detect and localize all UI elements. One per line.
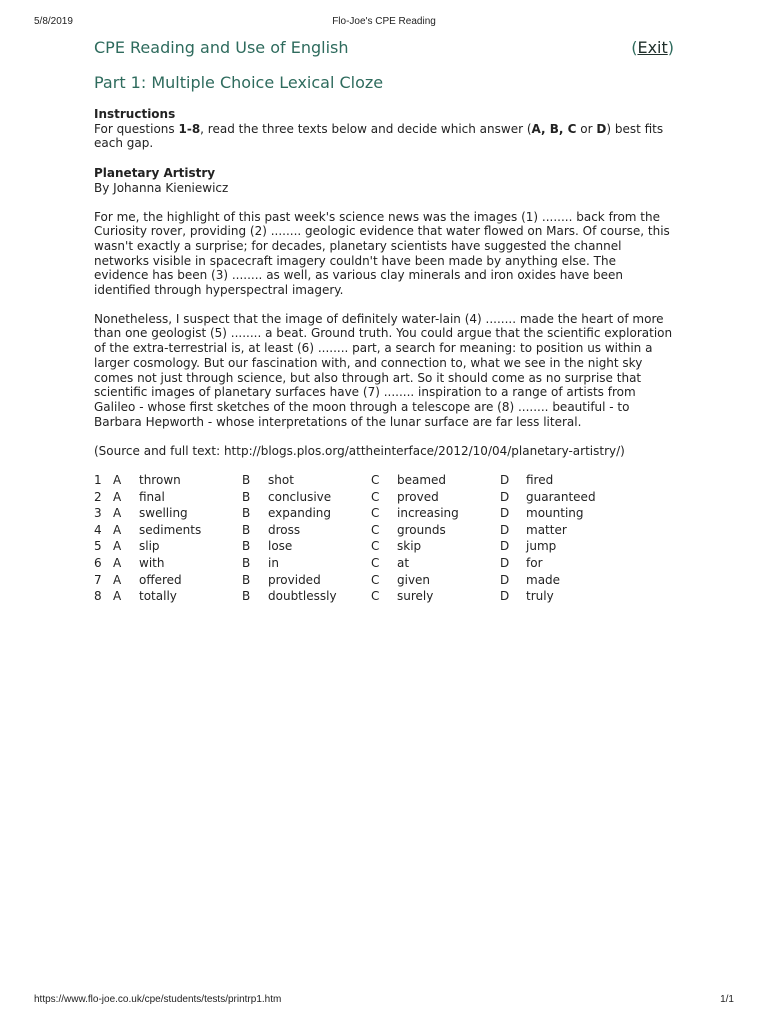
question-row bbox=[94, 573, 626, 590]
option-b-word: doubtlessly bbox=[268, 589, 337, 604]
option-letter-c: C bbox=[371, 522, 380, 537]
instructions-text-part: , read the three texts below and decide which answer ( bbox=[200, 121, 532, 136]
instructions-heading: Instructions bbox=[94, 107, 176, 121]
article-paragraph-2: Nonetheless, I suspect that the image of definitely water-lain (4) ........ made the heart of more than one geologist (5) ........ a beat. Ground truth. You could argue that the scientific exploration of the extra-terrestrial is, at least (6) ........ part, a search for meaning: to position us within a larger cosmology. But our fascination with, and connection to, what we see in the night sky comes not just through science, but also through art. So it should come as no surprise that scientific images of planetary surfaces have (7) ........ inspiration to a range of artists from Galileo - whose first sketches of the moon through a telescope are (8) ........ beautiful - to Barbara Hepworth - whose interpretations of the lunar surface are far less literal. bbox=[94, 311, 673, 429]
option-letter-a: A bbox=[113, 572, 122, 587]
option-d-word: made bbox=[526, 572, 561, 587]
answer-options-table bbox=[94, 473, 626, 606]
option-letter-a: A bbox=[113, 473, 122, 488]
question-row bbox=[94, 589, 626, 606]
option-letter-b: B bbox=[242, 489, 251, 504]
option-letter-a: A bbox=[113, 589, 122, 604]
site-title: CPE Reading and Use of English bbox=[94, 38, 349, 57]
question-row bbox=[94, 473, 626, 490]
option-a-word: swelling bbox=[139, 506, 188, 521]
option-letter-b: B bbox=[242, 572, 251, 587]
option-c-word: at bbox=[397, 556, 410, 571]
option-letter-d: D bbox=[500, 589, 510, 604]
option-d-word: matter bbox=[526, 522, 567, 537]
print-page-title: Flo-Joe's CPE Reading bbox=[332, 16, 436, 27]
option-d-word: jump bbox=[526, 539, 557, 554]
question-number: 4 bbox=[94, 522, 102, 537]
option-a-word: thrown bbox=[139, 473, 181, 488]
option-d-word: guaranteed bbox=[526, 489, 596, 504]
instructions-letter-d: D bbox=[596, 121, 607, 136]
option-letter-a: A bbox=[113, 506, 122, 521]
option-b-word: provided bbox=[268, 572, 321, 587]
option-letter-b: B bbox=[242, 522, 251, 537]
article-title: Planetary Artistry bbox=[94, 166, 216, 181]
option-b-word: in bbox=[268, 556, 279, 571]
question-number: 5 bbox=[94, 539, 102, 554]
question-number: 8 bbox=[94, 589, 102, 604]
option-letter-c: C bbox=[371, 589, 380, 604]
option-letter-d: D bbox=[500, 506, 510, 521]
option-a-word: slip bbox=[139, 539, 160, 554]
option-letter-d: D bbox=[500, 572, 510, 587]
option-letter-c: C bbox=[371, 539, 380, 554]
option-letter-a: A bbox=[113, 539, 122, 554]
instructions bbox=[94, 107, 674, 151]
question-number: 7 bbox=[94, 572, 102, 587]
answer-options-body bbox=[94, 473, 626, 606]
option-c-word: increasing bbox=[397, 506, 459, 521]
print-footer bbox=[34, 994, 734, 1008]
print-header bbox=[34, 16, 734, 30]
question-number: 1 bbox=[94, 473, 102, 488]
instructions-text bbox=[94, 122, 674, 151]
option-a-word: offered bbox=[139, 572, 182, 587]
option-b-word: conclusive bbox=[268, 489, 332, 504]
option-b-word: shot bbox=[268, 473, 294, 488]
instructions-letters: A, B, C bbox=[531, 121, 577, 136]
option-a-word: final bbox=[139, 489, 165, 504]
question-row bbox=[94, 523, 626, 540]
option-a-word: sediments bbox=[139, 522, 202, 537]
option-letter-b: B bbox=[242, 539, 251, 554]
option-letter-b: B bbox=[242, 473, 251, 488]
question-number: 2 bbox=[94, 489, 102, 504]
option-letter-a: A bbox=[113, 556, 122, 571]
option-d-word: for bbox=[526, 556, 543, 571]
article bbox=[94, 166, 674, 459]
option-d-word: truly bbox=[526, 589, 554, 604]
option-letter-b: B bbox=[242, 556, 251, 571]
option-c-word: given bbox=[397, 572, 431, 587]
option-letter-a: A bbox=[113, 489, 122, 504]
exit-link[interactable]: Exit bbox=[637, 38, 668, 57]
question-row bbox=[94, 490, 626, 507]
instructions-text-part: For questions bbox=[94, 121, 179, 136]
option-letter-c: C bbox=[371, 556, 380, 571]
question-number: 3 bbox=[94, 506, 102, 521]
instructions-text-part: ) best fits each gap. bbox=[94, 121, 664, 151]
option-d-word: mounting bbox=[526, 506, 584, 521]
option-letter-b: B bbox=[242, 589, 251, 604]
exit-paren-open: ( bbox=[631, 38, 638, 57]
option-c-word: surely bbox=[397, 589, 434, 604]
option-letter-d: D bbox=[500, 473, 510, 488]
exit-control bbox=[631, 38, 674, 57]
option-letter-c: C bbox=[371, 489, 380, 504]
option-c-word: proved bbox=[397, 489, 439, 504]
instructions-question-range: 1-8 bbox=[178, 121, 201, 136]
option-c-word: grounds bbox=[397, 522, 446, 537]
option-c-word: beamed bbox=[397, 473, 447, 488]
option-letter-c: C bbox=[371, 506, 380, 521]
instructions-text-part: or bbox=[576, 121, 597, 136]
option-d-word: fired bbox=[526, 473, 554, 488]
option-b-word: expanding bbox=[268, 506, 332, 521]
article-byline: By Johanna Kieniewicz bbox=[94, 180, 229, 195]
option-b-word: dross bbox=[268, 522, 301, 537]
exit-paren-close: ) bbox=[667, 38, 674, 57]
question-row bbox=[94, 506, 626, 523]
print-page-count: 1/1 bbox=[720, 994, 734, 1005]
option-a-word: totally bbox=[139, 589, 177, 604]
option-b-word: lose bbox=[268, 539, 293, 554]
option-letter-d: D bbox=[500, 522, 510, 537]
part-title: Part 1: Multiple Choice Lexical Cloze bbox=[94, 73, 384, 92]
option-letter-c: C bbox=[371, 572, 380, 587]
main-content bbox=[94, 38, 674, 606]
article-paragraph-1: For me, the highlight of this past week's science news was the images (1) ........ back from the Curiosity rover, providing (2) ........ geologic evidence that water flowed on Mars. Of course, this wasn't exactly a surprise; for decades, planetary scientists have suggested the channel networks visible in spacecraft imagery couldn't have been made by anything else. The evidence has been (3) ........ as well, as various clay minerals and iron oxides have been identified through hyperspectral imagery. bbox=[94, 209, 670, 298]
option-letter-d: D bbox=[500, 556, 510, 571]
article-source: (Source and full text: http://blogs.plos.org/attheinterface/2012/10/04/planetary-artistry/) bbox=[94, 444, 625, 459]
option-letter-d: D bbox=[500, 539, 510, 554]
top-bar bbox=[94, 38, 674, 62]
print-url: https://www.flo-joe.co.uk/cpe/students/tests/printrp1.htm bbox=[34, 994, 282, 1005]
option-letter-b: B bbox=[242, 506, 251, 521]
option-letter-a: A bbox=[113, 522, 122, 537]
print-date: 5/8/2019 bbox=[34, 16, 73, 27]
option-letter-c: C bbox=[371, 473, 380, 488]
question-row bbox=[94, 556, 626, 573]
option-letter-d: D bbox=[500, 489, 510, 504]
question-number: 6 bbox=[94, 556, 102, 571]
option-c-word: skip bbox=[397, 539, 422, 554]
option-a-word: with bbox=[139, 556, 165, 571]
question-row bbox=[94, 539, 626, 556]
